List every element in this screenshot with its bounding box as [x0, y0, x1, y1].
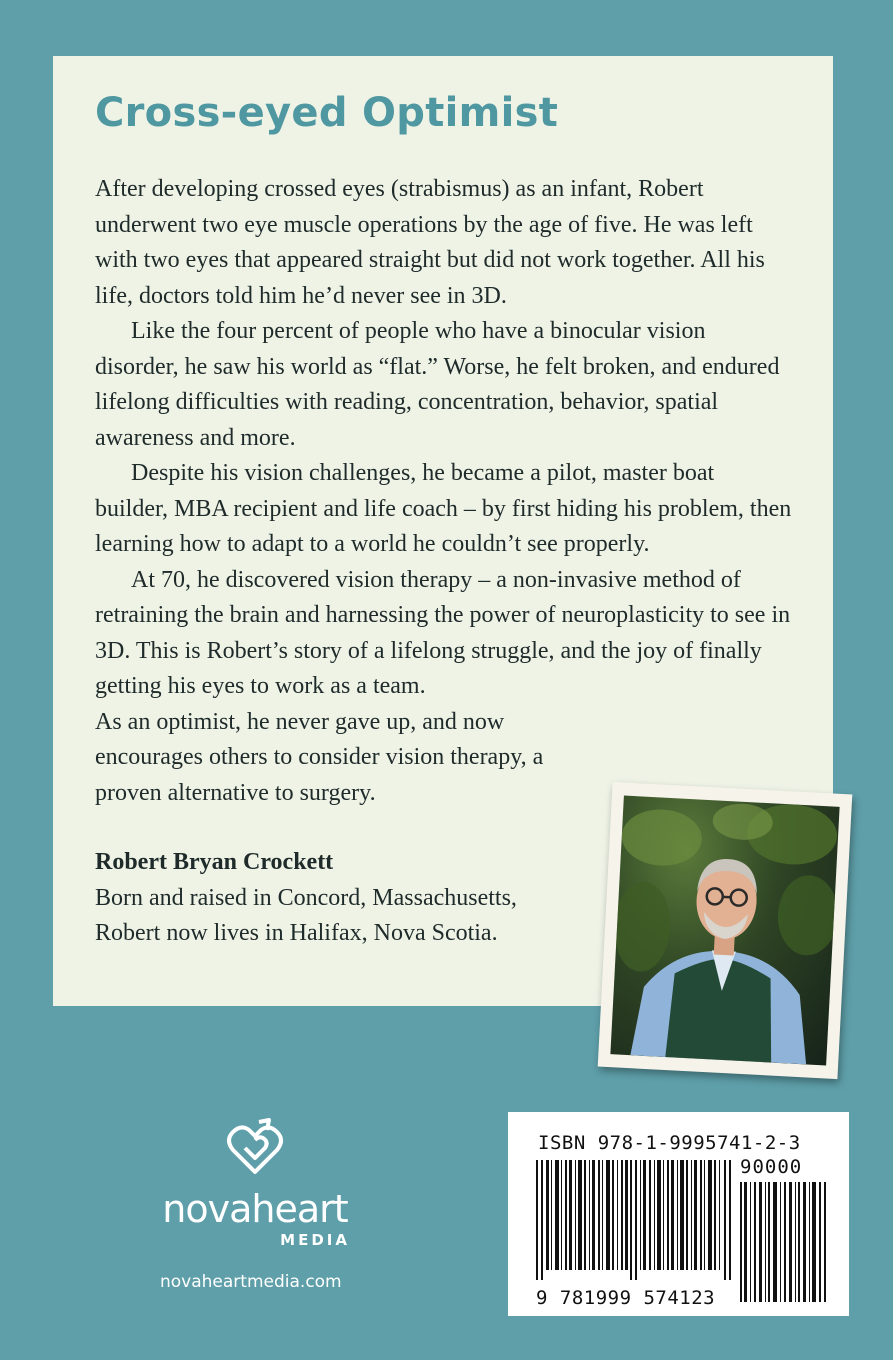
blurb-paragraph-1: After developing crossed eyes (strabismus) as an infant, Robert underwent two eye muscle operations by the age of five. He was left with two eyes that appeared straight but did not work together. All his life, doctors told him he’d never see in 3D.	[95, 176, 765, 309]
author-portrait-illustration	[610, 796, 839, 1066]
blurb-paragraph-4: At 70, he discovered vision therapy – a non-invasive method of retraining the brain and harnessing the power of neuroplasticity to see in 3D. This is Robert’s story of a lifelong struggle, and the joy of finally getting his eyes to work as a team.	[95, 566, 791, 699]
blurb-paragraph-3: Despite his vision challenges, he became a pilot, master boat builder, MBA recipient and life coach – by first hiding his problem, then learning how to adapt to a world he couldn’t see properly.	[95, 460, 792, 557]
barcode-digits: 9 781999 574123	[536, 1287, 716, 1309]
barcode-bars	[536, 1160, 732, 1280]
blurb-paragraph-5: As an optimist, he never gave up, and now encourages others to consider vision therapy, a proven alternative to surgery.	[95, 708, 544, 806]
barcode-addon-bars	[740, 1182, 828, 1302]
blurb-paragraph-2: Like the four percent of people who have a binocular vision disorder, he saw his world as “flat.” Worse, he felt broken, and endured lifelong difficulties with reading, concentration, behavior, spatial awareness and more.	[95, 318, 780, 451]
price-code: 90000	[740, 1156, 803, 1178]
isbn-label: ISBN 978-1-9995741-2-3	[538, 1132, 801, 1154]
publisher-website[interactable]: novaheartmedia.com	[160, 1272, 342, 1292]
heart-logo-icon	[223, 1118, 287, 1178]
author-photo	[610, 796, 839, 1066]
publisher-logo	[150, 1118, 360, 1249]
publisher-subtitle: MEDIA	[280, 1231, 350, 1249]
blurb-text	[95, 172, 793, 811]
author-bio: Born and raised in Concord, Massachusetts, Robert now lives in Halifax, Nova Scotia.	[95, 884, 517, 946]
publisher-name: novaheart	[162, 1187, 348, 1231]
book-title: Cross-eyed Optimist	[95, 90, 559, 136]
author-photo-frame	[598, 782, 853, 1079]
barcode-box	[508, 1112, 849, 1316]
author-name: Robert Bryan Crockett	[95, 849, 334, 875]
